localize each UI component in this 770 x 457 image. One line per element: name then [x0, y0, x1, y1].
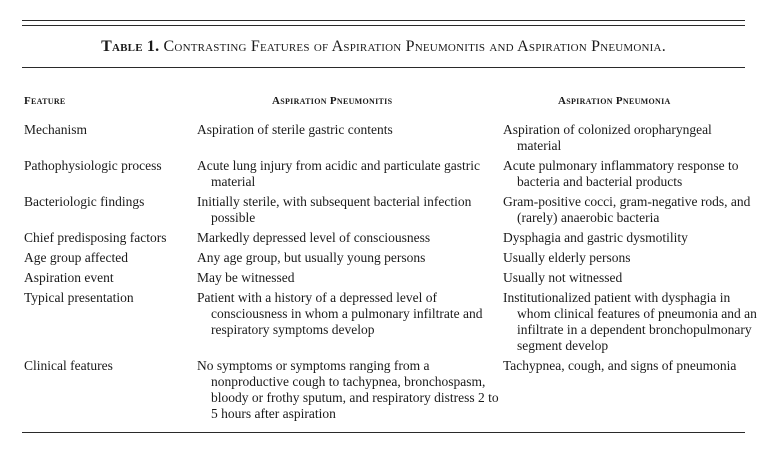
pneumonitis-cell: May be witnessed — [197, 270, 295, 285]
title-rule — [22, 67, 745, 68]
feature-cell: Bacteriologic findings — [24, 194, 145, 209]
feature-cell: Pathophysiologic process — [24, 158, 162, 173]
pneumonia-cell: Institutionalized patient with dysphagia in whom clinical features of pneumonia and an infiltrate in a dependent bronchopulmonary segment develop — [503, 290, 757, 353]
feature-cell: Typical presentation — [24, 290, 134, 305]
feature-cell: Clinical features — [24, 358, 113, 373]
bottom-rule — [22, 432, 745, 433]
pneumonia-cell: Usually elderly persons — [503, 250, 631, 265]
table-caption: Contrasting Features of Aspiration Pneumonitis and Aspiration Pneumonia. — [163, 38, 666, 55]
pneumonitis-cell: Markedly depressed level of consciousness — [197, 230, 431, 245]
table-number: Table 1. — [101, 38, 160, 55]
pneumonitis-cell: Any age group, but usually young persons — [197, 250, 426, 265]
header-feature: Feature — [24, 95, 66, 107]
pneumonitis-cell: Initially sterile, with subsequent bacterial infection possible — [197, 194, 472, 225]
pneumonia-cell: Gram-positive cocci, gram-negative rods, and (rarely) anaerobic bacteria — [503, 194, 751, 225]
pneumonia-cell: Tachypnea, cough, and signs of pneumonia — [503, 358, 737, 373]
pneumonitis-cell: Aspiration of sterile gastric contents — [197, 122, 393, 137]
feature-cell: Chief predisposing factors — [24, 230, 167, 245]
top-rule-inner — [22, 25, 745, 26]
pneumonitis-cell: Acute lung injury from acidic and particulate gastric material — [197, 158, 481, 189]
table-title — [22, 38, 745, 56]
header-pneumonitis: Aspiration Pneumonitis — [272, 95, 393, 107]
pneumonia-cell: Acute pulmonary inflammatory response to bacteria and bacterial products — [503, 158, 739, 189]
pneumonitis-cell: Patient with a history of a depressed level of consciousness in whom a pulmonary infiltrate and respiratory symptoms develop — [197, 290, 483, 337]
feature-cell: Mechanism — [24, 122, 87, 137]
feature-cell: Aspiration event — [24, 270, 114, 285]
header-pneumonia: Aspiration Pneumonia — [558, 95, 671, 107]
feature-cell: Age group affected — [24, 250, 128, 265]
pneumonia-cell: Dysphagia and gastric dysmotility — [503, 230, 688, 245]
top-rule — [22, 20, 745, 21]
pneumonitis-cell: No symptoms or symptoms ranging from a nonproductive cough to tachypnea, bronchospasm, bloody or frothy sputum, and respiratory distress 2 to 5 hours after aspiration — [197, 358, 499, 421]
pneumonia-cell: Aspiration of colonized oropharyngeal material — [503, 122, 712, 153]
pneumonia-cell: Usually not witnessed — [503, 270, 623, 285]
